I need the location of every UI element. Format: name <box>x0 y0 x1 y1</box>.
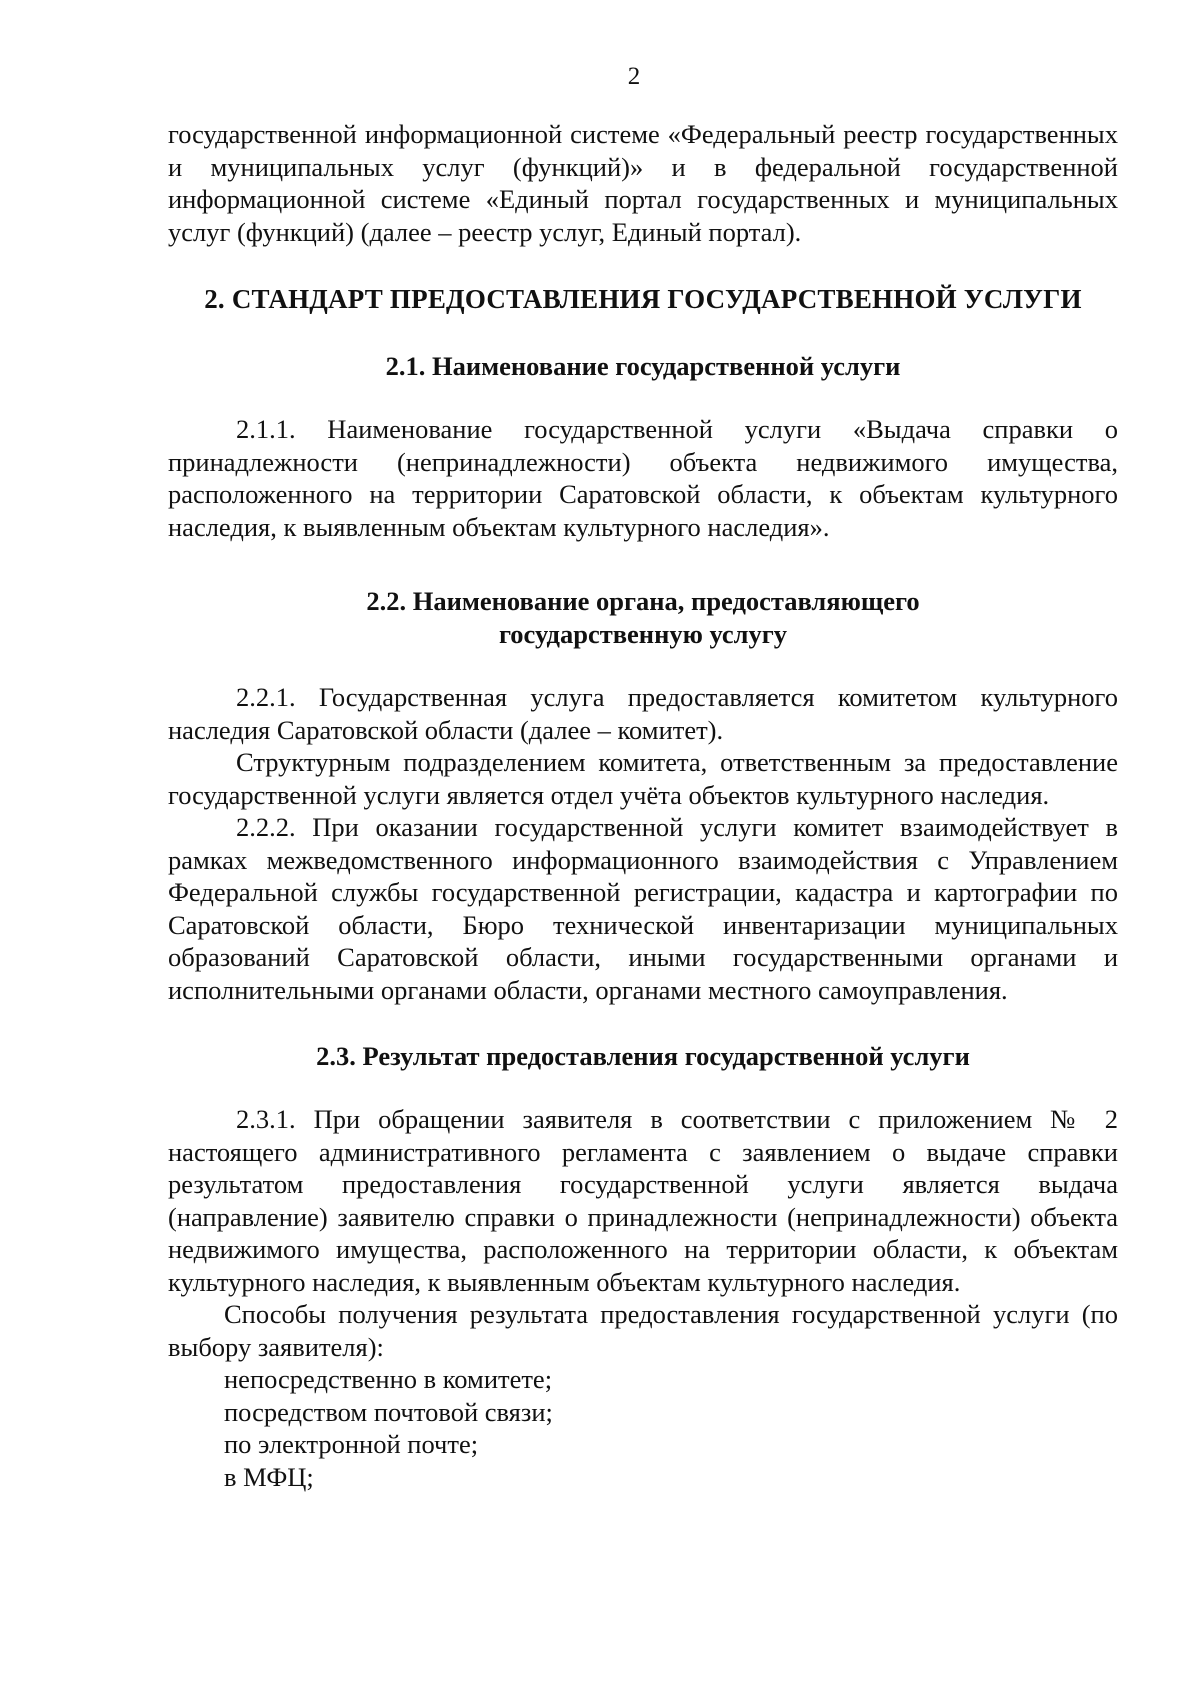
section-title: 2. СТАНДАРТ ПРЕДОСТАВЛЕНИЯ ГОСУДАРСТВЕННОЙ УСЛУГИ <box>204 284 1082 314</box>
list-item: в МФЦ; <box>224 1461 314 1492</box>
subsection-2-1-title: 2.1. Наименование государственной услуги <box>385 351 901 381</box>
subsection-2-3-title: 2.3. Результат предоставления государственной услуги <box>316 1041 970 1071</box>
intro-paragraph: государственной информационной системе «Федеральный реестр государственных и муниципальных услуг (функций)» и в федеральной государственной информационной системе «Единый портал государственных и муниципальных услуг (функций) (далее – реестр услуг, Единый портал). <box>168 119 1118 247</box>
page-number: 2 <box>627 63 641 90</box>
subsection-2-2-title <box>168 585 1118 651</box>
subsection-2-2-title-line2: государственную услугу <box>498 619 788 649</box>
list-item: по электронной почте; <box>224 1429 479 1459</box>
paragraph-methods: Способы получения результата предоставления государственной услуги (по выбору заявителя): <box>168 1299 1118 1362</box>
subsection-2-2-title-line1: 2.2. Наименование органа, предоставляющего <box>366 586 920 616</box>
list-item: непосредственно в комитете; <box>224 1364 553 1394</box>
paragraph-2-2-2: 2.2.2. При оказании государственной услуги комитет взаимодействует в рамках межведомственного информационного взаимодействия с Управлением Федеральной службы государственной регистрации, кадастра и картографии по Саратовской области, Бюро технической инвентаризации муниципальных образований Саратовской области, иными государственными органами и исполнительными органами области, органами местного самоуправления. <box>168 812 1118 1005</box>
paragraph-2-2-1-structure: Структурным подразделением комитета, ответственным за предоставление государственной услуги является отдел учёта объектов культурного наследия. <box>168 747 1118 810</box>
paragraph-2-1-1: 2.1.1. Наименование государственной услуги «Выдача справки о принадлежности (непринадлежности) объекта недвижимого имущества, расположенного на территории Саратовской области, к объектам культурного наследия, к выявленным объектам культурного наследия». <box>168 414 1118 542</box>
document-page <box>168 60 1118 1493</box>
paragraph-2-2-1: 2.2.1. Государственная услуга предоставляется комитетом культурного наследия Саратовской области (далее – комитет). <box>168 682 1118 745</box>
methods-list <box>168 1363 1118 1493</box>
list-item: посредством почтовой связи; <box>224 1396 553 1427</box>
paragraph-2-3-1: 2.3.1. При обращении заявителя в соответствии с приложением № 2 настоящего административного регламента с заявлением о выдаче справки результатом предоставления государственной услуги является выдача (направление) заявителю справки о принадлежности (непринадлежности) объекта недвижимого имущества, расположенного на территории области, к объектам культурного наследия, к выявленным объектам культурного наследия. <box>168 1104 1118 1297</box>
